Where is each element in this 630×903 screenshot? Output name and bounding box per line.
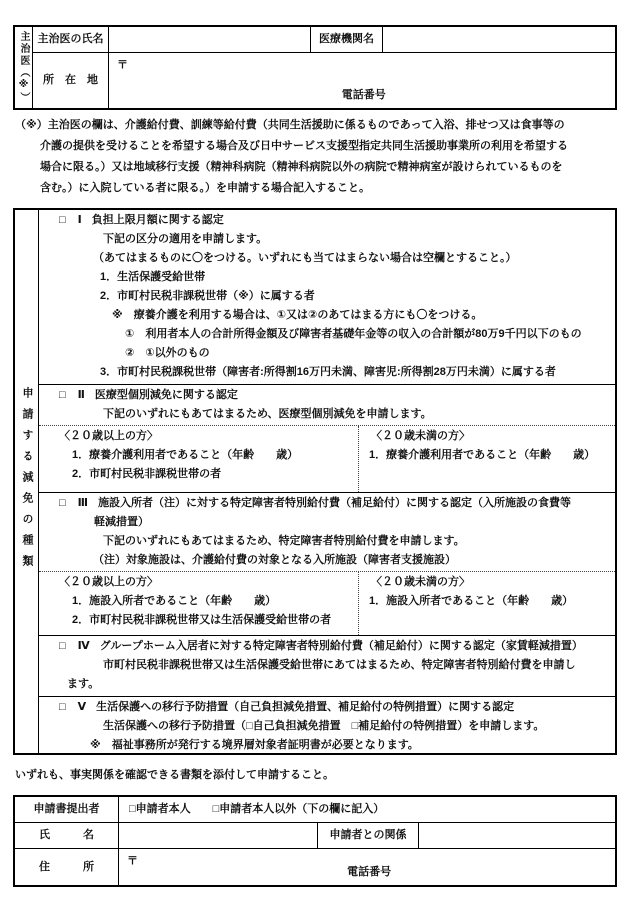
submitter-table [13, 795, 617, 887]
s2-under20-item-1: 1．療養介護利用者であること（年齢 歳） [369, 449, 596, 461]
doctor-address-field[interactable] [109, 53, 615, 108]
doctor-table-body [33, 27, 615, 108]
s1-item-2: 2．市町村民税非課税世帯（※）に属する者 [100, 290, 315, 302]
footer-note: いずれも、事実関係を確認できる書類を添付して申請すること。 [15, 769, 334, 781]
doctor-phone-label: 電話番号 [341, 89, 386, 101]
section-1-checkbox[interactable]: □ [59, 214, 66, 226]
s1-line-2: （あてはまるものに〇をつける。いずれにも当てはまらない場合は空欄とすること。） [93, 252, 517, 264]
doctor-name-row [33, 27, 615, 53]
s3-over20-header: 〈２０歳以上の方〉 [59, 576, 158, 588]
s5-note: ※ 福祉事務所が発行する境界層対象者証明書が必要となります。 [90, 739, 419, 751]
s4-line-2: ます。 [67, 678, 100, 690]
doctor-address-label: 所 在 地 [33, 53, 109, 108]
section-1-numeral: Ⅰ [77, 214, 82, 226]
submitter-address-label: 住 所 [15, 849, 119, 885]
submitter-name-field[interactable] [119, 823, 318, 848]
s3-over20-item-2: 2．市町村民税非課税世帯又は生活保護受給世帯の者 [72, 614, 332, 626]
doctor-note-line-4: 含む。）に入院している者に限る。）を申請する場合記入すること。 [40, 182, 370, 194]
doctor-note-line-2: 介護の提供を受けることを希望する場合及び日中サービス支援型指定共同生活援助事業所の利用を希望する [40, 140, 568, 152]
section-3-title: 施設入所者（注）に対する特定障害者特別給付費（補足給付）に関する認定（入所施設の食費等 [98, 497, 572, 509]
s1-sub-1: ① 利用者本人の合計所得金額及び障害者基礎年金等の収入の合計額が80万9千円以下のもの [125, 328, 582, 340]
doctor-side-label: 主治医（※） [18, 31, 29, 104]
submitter-address-field[interactable] [119, 849, 615, 885]
relation-label: 申請者との関係 [318, 823, 419, 848]
s3-under20-cell [359, 572, 615, 635]
section-2-title-line [39, 386, 615, 405]
s2-over20-item-1: 1．療養介護利用者であること（年齢 歳） [72, 449, 299, 461]
doctor-address-row [33, 53, 615, 108]
submitter-name-label: 氏 名 [15, 823, 119, 848]
section-3-checkbox[interactable]: □ [59, 497, 66, 509]
medical-org-field[interactable] [383, 27, 615, 52]
s2-over20-header: 〈２０歳以上の方〉 [59, 430, 158, 442]
section-4 [39, 636, 615, 697]
section-3-numeral: Ⅲ [77, 497, 89, 509]
section-1-title-line [39, 211, 615, 230]
relation-field[interactable] [419, 823, 615, 848]
s3-over20-cell [39, 572, 359, 635]
section-5-title: 生活保護への移行予防措置（自己負担減免措置、補足給付の特例措置）に関する認定 [96, 701, 515, 713]
s4-line-1: 市町村民税非課税世帯又は生活保護受給世帯にあてはまるため、特定障害者特別給付費を申請し [103, 659, 576, 671]
doctor-note-line-1: （※）主治医の欄は、介護給付費、訓練等給付費（共同生活援助に係るものであって入浴、排せつ又は食事等の [15, 119, 565, 131]
section-2-numeral: Ⅱ [77, 389, 85, 401]
section-5-title-line [39, 698, 615, 717]
s3-title-wrap: 軽減措置） [94, 516, 149, 528]
section-2-checkbox[interactable]: □ [59, 389, 66, 401]
s3-line-2: （注）対象施設は、介護給付費の対象となる入所施設（障害者支援施設） [93, 554, 456, 566]
section-4-checkbox[interactable]: □ [59, 640, 66, 652]
s2-over20-item-2: 2．市町村民税非課税世帯の者 [72, 468, 222, 480]
section-2 [39, 385, 615, 426]
doctor-table [13, 25, 617, 110]
s1-item-1: 1．生活保護受給世帯 [100, 271, 206, 283]
s3-under20-item-1: 1．施設入所者であること（年齢 歳） [369, 595, 574, 607]
doctor-name-label: 主治医の氏名 [33, 27, 109, 52]
doctor-side-label-cell [15, 27, 33, 108]
s2-under20-cell [359, 426, 615, 492]
section-1-title: 負担上限月額に関する認定 [91, 214, 224, 226]
submitter-type-options[interactable]: □申請者本人 □申請者本人以外（下の欄に記入） [129, 803, 385, 815]
s1-line-1: 下記の区分の適用を申請します。 [103, 233, 268, 245]
section-4-numeral: Ⅳ [77, 640, 90, 652]
section-5-checkbox[interactable]: □ [59, 701, 66, 713]
postal-mark: 〒 [117, 59, 128, 71]
section-5-numeral: Ⅴ [77, 701, 87, 713]
s2-over20-cell [39, 426, 359, 492]
submitter-postal-mark: 〒 [127, 855, 138, 867]
s2-line-1: 下記のいずれにもあてはまるため、医療型個別減免を申請します。 [103, 408, 432, 420]
section-3-columns [39, 572, 615, 636]
submitter-type-row [15, 797, 615, 823]
submitter-address-row [15, 849, 615, 885]
section-4-title: グループホーム入居者に対する特定障害者特別給付費（補足給付）に関する認定（家賃軽減措置） [99, 640, 583, 652]
section-5 [39, 697, 615, 753]
submitter-phone-label: 電話番号 [347, 866, 392, 878]
section-2-title: 医療型個別減免に関する認定 [94, 389, 238, 401]
s3-over20-item-1: 1．施設入所者であること（年齢 歳） [72, 595, 277, 607]
s2-under20-header: 〈２０歳未満の方〉 [371, 430, 470, 442]
s5-line-1: 生活保護への移行予防措置（□自己負担減免措置 □補足給付の特例措置）を申請します。 [103, 720, 545, 732]
section-4-title-line [39, 637, 615, 656]
exemption-side-label-cell [15, 210, 39, 753]
exemption-sections [39, 210, 615, 753]
section-1 [39, 210, 615, 385]
doctor-name-field[interactable] [109, 27, 311, 52]
section-3-title-line [39, 494, 615, 513]
medical-org-label: 医療機関名 [311, 27, 383, 52]
exemption-table [13, 208, 617, 755]
submitter-type-label: 申請書提出者 [15, 797, 119, 822]
s1-item-3: 3．市町村民税課税世帯（障害者:所得割16万円未満、障害児:所得割28万円未満）に属する者 [100, 366, 556, 378]
s3-under20-header: 〈２０歳未満の方〉 [371, 576, 470, 588]
section-3 [39, 493, 615, 572]
submitter-name-row [15, 823, 615, 849]
section-2-columns [39, 426, 615, 493]
doctor-note-line-3: 場合に限る。）又は地域移行支援（精神科病院（精神科病院以外の病院で精神病室が設けられているものを [40, 161, 563, 173]
s1-sub-2: ② ①以外のもの [125, 347, 210, 359]
doctor-note [15, 115, 617, 199]
exemption-side-label: 申請する減免の種類 [21, 387, 33, 576]
s1-note: ※ 療養介護を利用する場合は、①又は②のあてはまる方にも〇をつける。 [112, 309, 483, 321]
s3-line-1: 下記のいずれにもあてはまるため、特定障害者特別給付費を申請します。 [103, 535, 465, 547]
